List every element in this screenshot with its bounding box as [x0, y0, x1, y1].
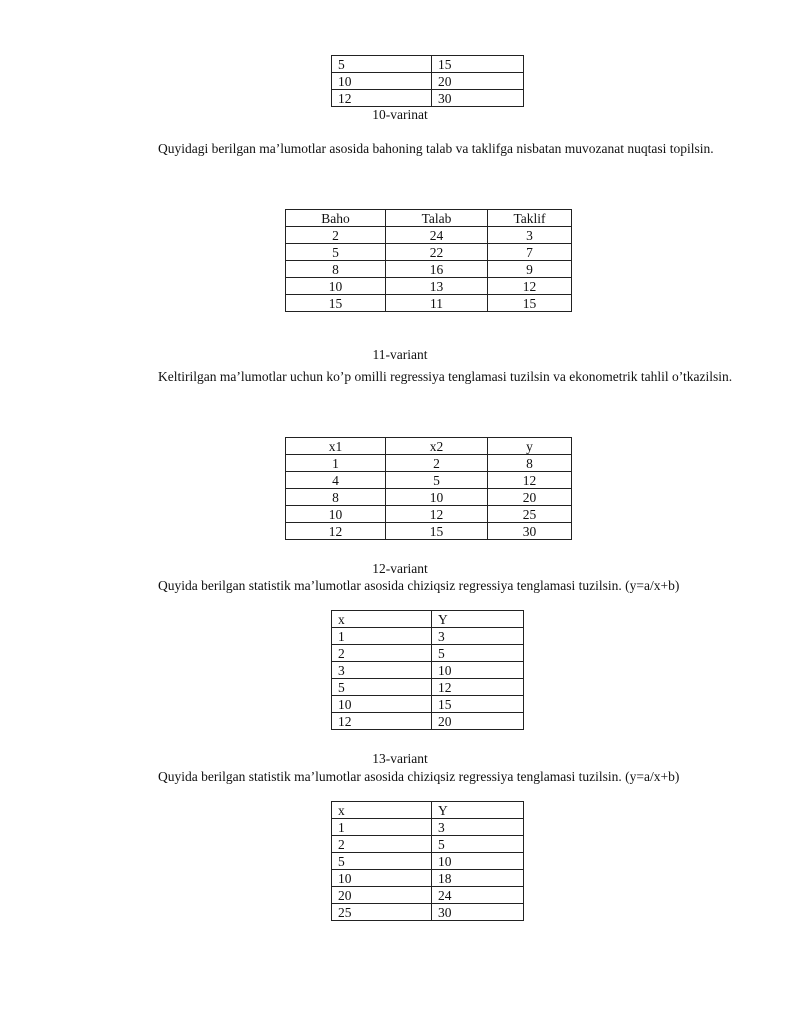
variant-10-text: Quyidagi berilgan ma’lumotlar asosida bahoning talab va taklifga nisbatan muvozanat nuqtasi topilsin.	[158, 141, 714, 156]
table-row	[286, 261, 572, 278]
table-row	[286, 455, 572, 472]
table-row	[286, 472, 572, 489]
table-cell: 12	[332, 90, 432, 107]
table-cell: 30	[432, 90, 524, 107]
table-cell: 15	[488, 295, 572, 312]
column-header: Baho	[286, 210, 386, 227]
variant-11-table	[285, 437, 572, 540]
table-cell: 12	[286, 523, 386, 540]
variant-11-heading: 11-variant	[372, 347, 428, 362]
table-row	[332, 819, 524, 836]
table-cell: 10	[286, 506, 386, 523]
table-cell: 13	[386, 278, 488, 295]
table-row	[286, 506, 572, 523]
table-cell: 4	[286, 472, 386, 489]
table-cell: 22	[386, 244, 488, 261]
column-header: x	[332, 802, 432, 819]
table-cell: 3	[332, 662, 432, 679]
table-cell: 11	[386, 295, 488, 312]
table-row	[286, 278, 572, 295]
table-cell: 7	[488, 244, 572, 261]
table-cell: 12	[432, 679, 524, 696]
table-cell: 10	[432, 662, 524, 679]
table-top-continuation	[331, 55, 524, 107]
variant-10-heading: 10-varinat	[372, 107, 428, 122]
table-header-row	[332, 802, 524, 819]
table-cell: 30	[432, 904, 524, 921]
table-cell: 10	[332, 696, 432, 713]
table-row	[332, 628, 524, 645]
table-cell: 15	[286, 295, 386, 312]
table-header-row	[332, 611, 524, 628]
table-row	[332, 90, 524, 107]
table-row	[286, 489, 572, 506]
table-row	[332, 870, 524, 887]
table-cell: 5	[432, 836, 524, 853]
table-cell: 15	[432, 696, 524, 713]
table-cell: 10	[286, 278, 386, 295]
variant-12-heading: 12-variant	[372, 561, 428, 576]
table-cell: 3	[488, 227, 572, 244]
table-cell: 20	[332, 887, 432, 904]
table-row	[286, 244, 572, 261]
table-cell: 15	[432, 56, 524, 73]
table-row	[332, 696, 524, 713]
table-cell: 20	[432, 73, 524, 90]
table-cell: 16	[386, 261, 488, 278]
variant-13-table	[331, 801, 524, 921]
column-header: x1	[286, 438, 386, 455]
table-row	[286, 523, 572, 540]
table-cell: 5	[332, 679, 432, 696]
table-cell: 2	[332, 836, 432, 853]
table-row	[332, 662, 524, 679]
table-cell: 10	[386, 489, 488, 506]
table-row	[332, 679, 524, 696]
table-cell: 8	[286, 489, 386, 506]
table-cell: 1	[332, 628, 432, 645]
table-cell: 25	[488, 506, 572, 523]
table-cell: 9	[488, 261, 572, 278]
table-cell: 5	[332, 853, 432, 870]
table-header-row	[286, 210, 572, 227]
table-cell: 10	[332, 870, 432, 887]
column-header: y	[488, 438, 572, 455]
table-cell: 5	[286, 244, 386, 261]
table-cell: 1	[286, 455, 386, 472]
column-header: x	[332, 611, 432, 628]
table-row	[332, 836, 524, 853]
column-header: Taklif	[488, 210, 572, 227]
column-header: x2	[386, 438, 488, 455]
table-cell: 8	[488, 455, 572, 472]
table-cell: 12	[332, 713, 432, 730]
column-header: Talab	[386, 210, 488, 227]
variant-12-table	[331, 610, 524, 730]
table-cell: 24	[432, 887, 524, 904]
table-cell: 10	[432, 853, 524, 870]
variant-13-text: Quyida berilgan statistik ma’lumotlar asosida chiziqsiz regressiya tenglamasi tuzilsin. (y=a/x+b)	[158, 769, 680, 784]
table-cell: 3	[432, 819, 524, 836]
variant-12-text: Quyida berilgan statistik ma’lumotlar asosida chiziqsiz regressiya tenglamasi tuzilsin. (y=a/x+b)	[158, 578, 680, 593]
table-row	[286, 227, 572, 244]
table-cell: 5	[432, 645, 524, 662]
table-cell: 3	[432, 628, 524, 645]
table-cell: 2	[386, 455, 488, 472]
table-cell: 10	[332, 73, 432, 90]
table-row	[332, 56, 524, 73]
table-cell: 25	[332, 904, 432, 921]
table-cell: 18	[432, 870, 524, 887]
column-header: Y	[432, 802, 524, 819]
table-row	[332, 713, 524, 730]
table-cell: 2	[332, 645, 432, 662]
table-cell: 5	[386, 472, 488, 489]
variant-11-text: Keltirilgan ma’lumotlar uchun ko’p omilli regressiya tenglamasi tuzilsin va ekonometrik tahlil o’tkazilsin.	[158, 369, 733, 384]
table-cell: 15	[386, 523, 488, 540]
table-cell: 2	[286, 227, 386, 244]
table-row	[286, 295, 572, 312]
table-cell: 12	[488, 278, 572, 295]
table-cell: 20	[432, 713, 524, 730]
variant-13-heading: 13-variant	[372, 751, 428, 766]
table-row	[332, 904, 524, 921]
variant-10-table	[285, 209, 572, 312]
table-cell: 5	[332, 56, 432, 73]
table-cell: 12	[488, 472, 572, 489]
table-row	[332, 73, 524, 90]
table-cell: 1	[332, 819, 432, 836]
table-cell: 20	[488, 489, 572, 506]
table-row	[332, 645, 524, 662]
table-cell: 30	[488, 523, 572, 540]
table-cell: 24	[386, 227, 488, 244]
table-row	[332, 887, 524, 904]
table-cell: 12	[386, 506, 488, 523]
table-header-row	[286, 438, 572, 455]
column-header: Y	[432, 611, 524, 628]
table-cell: 8	[286, 261, 386, 278]
table-row	[332, 853, 524, 870]
